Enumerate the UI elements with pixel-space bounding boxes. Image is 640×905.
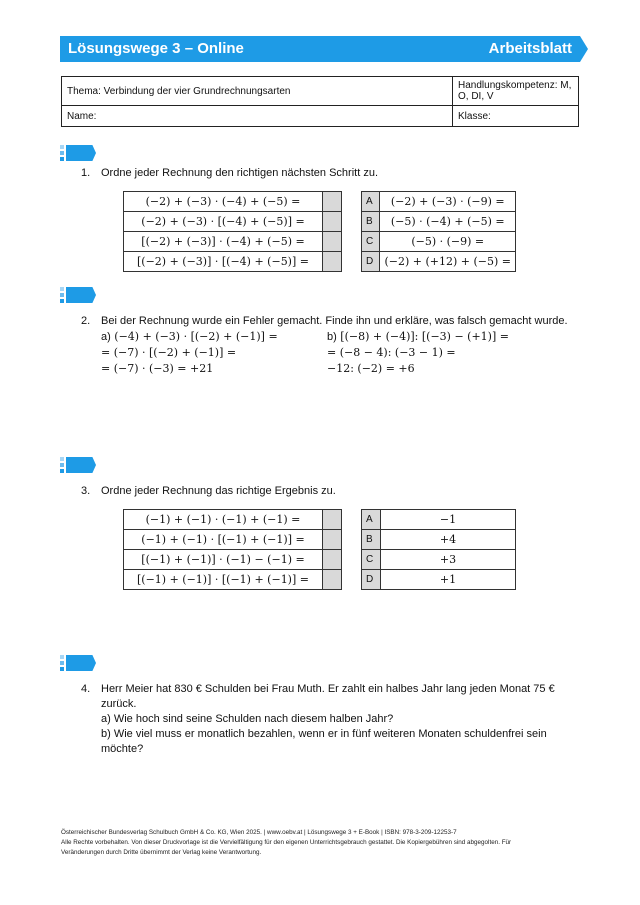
task2-part-b: [327, 329, 509, 377]
name-field[interactable]: Name:: [62, 106, 453, 127]
part-b-line: = (−8 − 4): (−3 − 1) =: [327, 346, 456, 359]
part-a-line: (−4) + (−3) · [(−2) + (−1)] =: [114, 330, 278, 343]
part-a-line: = (−7) · [(−2) + (−1)] =: [101, 346, 237, 359]
competence-cell: Handlungskompetenz: M, O, DI, V: [453, 77, 579, 106]
option-letter: C: [362, 232, 380, 252]
answer-box[interactable]: [323, 570, 342, 590]
info-table: [61, 76, 579, 127]
part-b-line: [(−8) + (−4)]: [(−3) − (+1)] =: [340, 330, 509, 343]
task4-number: 4.: [81, 683, 91, 695]
topic-cell: Thema: Verbindung der vier Grundrechnungsarten: [62, 77, 453, 106]
option-letter: C: [362, 550, 381, 570]
part-b-line: −12: (−2) = +6: [327, 362, 415, 375]
option-text: −1: [381, 510, 516, 530]
task-marker-icon: [60, 655, 98, 671]
answer-box[interactable]: [323, 252, 342, 272]
part-a-line: = (−7) · (−3) = +21: [101, 362, 214, 375]
task4-line: a) Wie hoch sind seine Schulden nach diesem halben Jahr?: [101, 713, 394, 725]
option-text: (−5) · (−9) =: [380, 232, 516, 252]
option-text: +4: [381, 530, 516, 550]
option-letter: A: [362, 510, 381, 530]
task2-number: 2.: [81, 315, 91, 327]
answer-box[interactable]: [323, 530, 342, 550]
header-arrow-tip: [580, 36, 588, 62]
task3-expressions-table: [123, 509, 342, 590]
task1-expr-2: (−2) + (−3) · [(−4) + (−5)] =: [124, 212, 323, 232]
task1-expressions-table: [123, 191, 342, 272]
option-text: (−2) + (−3) · (−9) =: [380, 192, 516, 212]
task-marker-icon: [60, 145, 98, 161]
footer-line: Österreichischer Bundesverlag Schulbuch GmbH & Co. KG, Wien 2025. | www.oebv.at | Lösungswege 3 + E-Book | ISBN: 978-3-209-12253-7: [61, 829, 457, 836]
option-text: (−2) + (+12) + (−5) =: [380, 252, 516, 272]
footer-line: Alle Rechte vorbehalten. Von dieser Druckvorlage ist die Vervielfältigung für den eigenen Unterrichtsgebrauch gestattet. Die Kopiergebühren sind abgegolten. Für: [61, 839, 512, 846]
task1-expr-4: [(−2) + (−3)] · [(−4) + (−5)] =: [124, 252, 323, 272]
footer: [61, 828, 581, 858]
task3-options-table: [361, 509, 516, 590]
task3-instruction: [81, 484, 336, 499]
answer-box[interactable]: [323, 550, 342, 570]
task4-line: b) Wie viel muss er monatlich bezahlen, wenn er in fünf weiteren Monaten schuldenfrei sein: [101, 728, 547, 740]
option-text: (−5) · (−4) + (−5) =: [380, 212, 516, 232]
option-letter: B: [362, 530, 381, 550]
task3-expr-2: (−1) + (−1) · [(−1) + (−1)] =: [124, 530, 323, 550]
task4-line: zurück.: [101, 698, 137, 710]
option-letter: D: [362, 252, 380, 272]
task3-text: Ordne jeder Rechnung das richtige Ergebnis zu.: [101, 485, 336, 497]
task-marker-icon: [60, 457, 98, 473]
task2-text: Bei der Rechnung wurde ein Fehler gemacht. Finde ihn und erkläre, was falsch gemacht wurde.: [101, 315, 568, 327]
task-marker-icon: [60, 287, 98, 303]
task2-instruction: [81, 314, 568, 329]
header-title: Lösungswege 3 – Online: [68, 40, 244, 57]
option-text: +1: [381, 570, 516, 590]
task3-expr-1: (−1) + (−1) · (−1) + (−1) =: [124, 510, 323, 530]
answer-box[interactable]: [323, 192, 342, 212]
task3-number: 3.: [81, 485, 91, 497]
answer-box[interactable]: [323, 232, 342, 252]
header-banner: [60, 36, 588, 62]
part-b-label: b): [327, 331, 337, 343]
task1-number: 1.: [81, 167, 91, 179]
task2-part-a: [101, 329, 278, 377]
task1-expr-1: (−2) + (−3) · (−4) + (−5) =: [124, 192, 323, 212]
task4-line: möchte?: [101, 743, 144, 755]
header-worksheet-label: Arbeitsblatt: [488, 40, 572, 57]
option-text: +3: [381, 550, 516, 570]
task4-line: Herr Meier hat 830 € Schulden bei Frau Muth. Er zahlt ein halbes Jahr lang jeden Monat 75 €: [101, 683, 555, 695]
answer-box[interactable]: [323, 212, 342, 232]
task1-text: Ordne jeder Rechnung den richtigen nächsten Schritt zu.: [101, 167, 378, 179]
option-letter: A: [362, 192, 380, 212]
task3-expr-3: [(−1) + (−1)] · (−1) − (−1) =: [124, 550, 323, 570]
task1-expr-3: [(−2) + (−3)] · (−4) + (−5) =: [124, 232, 323, 252]
class-field[interactable]: Klasse:: [453, 106, 579, 127]
task1-instruction: [81, 166, 378, 181]
task4-instruction: [81, 682, 561, 757]
footer-line: Veränderungen durch Dritte übernimmt der Verlag keine Verantwortung.: [61, 849, 262, 856]
option-letter: B: [362, 212, 380, 232]
answer-box[interactable]: [323, 510, 342, 530]
task3-expr-4: [(−1) + (−1)] · [(−1) + (−1)] =: [124, 570, 323, 590]
part-a-label: a): [101, 331, 111, 343]
option-letter: D: [362, 570, 381, 590]
task1-options-table: [361, 191, 516, 272]
